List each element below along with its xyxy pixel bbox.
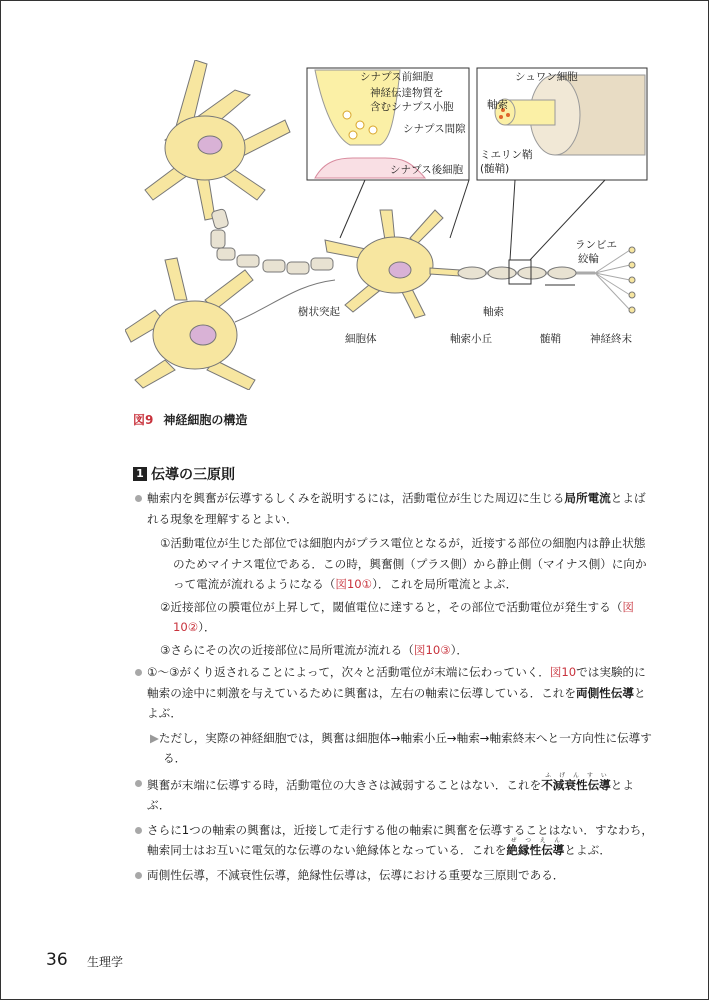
step-3 [147, 640, 653, 661]
p2-text-d: とよぶ． [147, 685, 646, 720]
s3-text-b: ）． [450, 642, 469, 657]
p4-term: 絶縁性伝導 [506, 843, 565, 857]
s2-text-a: ②近接部位の膜電位が上昇して，閾値電位に達すると，その部位で活動電位が発生する（ [160, 599, 623, 614]
myelin-inset [477, 68, 647, 260]
section-number: 1 [133, 467, 147, 481]
label-vesicle-2: 含むシナプス小胞 [370, 101, 454, 113]
figure-number: 図9 [133, 413, 154, 427]
p1-term: 局所電流 [564, 491, 611, 505]
p4-text-a: さらに1つの軸索の興奮は，近接して走行する他の軸索に興奮を伝導することはない．すなわち，軸索同士はお互いに電気的な伝導のない絶縁体となっている．これを [147, 822, 653, 857]
label-ranvier-1: ランビエ [575, 239, 617, 251]
paragraph-5 [133, 865, 653, 886]
p4-ruby: ぜつえん [506, 838, 565, 844]
paragraph-3 [133, 773, 653, 816]
step-1 [147, 533, 653, 595]
paragraph-4 [133, 820, 653, 861]
p3-text-a: 興奮が末端に伝導する時，活動電位の大きさは減弱することはない．これを [147, 777, 542, 792]
step-2 [147, 597, 653, 638]
neuron-lower [125, 258, 335, 390]
label-myelin-alt: (髄鞘) [480, 163, 510, 175]
upper-axon [211, 208, 333, 274]
s2-ref: 図10② [173, 599, 634, 634]
p2-text-b: では実験的に軸索の途中に刺激を与えているために興奮は，左右の軸索に伝導している．これを [147, 665, 646, 700]
note-arrow-icon: ▶ [150, 730, 159, 745]
paragraph-2 [133, 662, 653, 724]
s1-text-b: ）．これを局所電流とよぶ． [372, 577, 518, 591]
label-axon: 軸索 [483, 306, 504, 318]
p3-ruby: ふげんすい [541, 772, 611, 779]
s1-text-a: ①活動電位が生じた部位では細胞内がプラス電位となるが，近接する部位の細胞内は静止状態のためマイナス電位である．この時，興奮側（プラス側）から静止側（マイナス側）に向かって電流が流れるようになる（ [160, 536, 647, 591]
label-vesicle-1: 神経伝達物質を [370, 87, 444, 99]
label-axon-hillock: 軸索小丘 [450, 333, 492, 345]
label-axon-inset: 軸索 [487, 99, 508, 111]
s3-ref: 図10③ [413, 642, 451, 657]
label-schwann: シュワン細胞 [515, 71, 578, 83]
p2-term: 両側性伝導 [575, 685, 634, 700]
book-title: 生理学 [87, 955, 124, 969]
main-axon [458, 247, 635, 313]
label-myelin-sheath: 髄鞘 [540, 333, 561, 345]
note-text: ただし，実際の神経細胞では，興奮は細胞体→軸索小丘→軸索→軸索終末へと一方向性に伝導する． [158, 730, 652, 765]
neuron-upper [145, 60, 290, 220]
p2-ref: 図10 [549, 665, 577, 679]
s3-text-a: ③さらにその次の近接部位に局所電流が流れる（ [160, 642, 414, 657]
label-ranvier-2: 絞輪 [578, 253, 599, 265]
p4-text-c: とよぶ． [564, 843, 612, 857]
s2-text-b: ）． [198, 620, 216, 634]
section-heading [133, 464, 235, 484]
label-cleft: シナプス間隙 [403, 123, 466, 135]
p3-text-c: とよぶ． [147, 777, 634, 812]
p2-text-a: ①～③がくり返されることによって，次々と活動電位が末端に伝わっていく． [147, 665, 550, 679]
paragraph-1 [133, 488, 653, 529]
neuron-figure [125, 60, 655, 390]
label-cell-body: 細胞体 [345, 333, 377, 345]
section-title: 伝導の三原則 [151, 467, 235, 483]
p5-text: 両側性伝導，不減衰性伝導，絶縁性伝導は，伝導における重要な三原則である． [147, 867, 565, 882]
label-postsynaptic: シナプス後細胞 [390, 164, 464, 176]
page-number: 36 [46, 950, 68, 970]
figure-title: 神経細胞の構造 [163, 413, 248, 427]
label-myelin: ミエリン鞘 [480, 149, 533, 161]
label-presynaptic: シナプス前細胞 [360, 71, 434, 83]
note [133, 728, 653, 769]
p3-term: 不減衰性伝導 [541, 777, 611, 792]
p1-text-c: とよばれる現象を理解するとよい． [147, 491, 646, 526]
p1-text-a: 軸索内を興奮が伝導するしくみを説明するには，活動電位が生じた周辺に生じる [147, 491, 565, 505]
label-dendrite: 樹状突起 [298, 306, 340, 318]
label-terminal: 神経終末 [590, 333, 632, 345]
s1-ref: 図10① [335, 577, 373, 591]
figure-caption [133, 411, 247, 428]
body-text [133, 488, 653, 889]
